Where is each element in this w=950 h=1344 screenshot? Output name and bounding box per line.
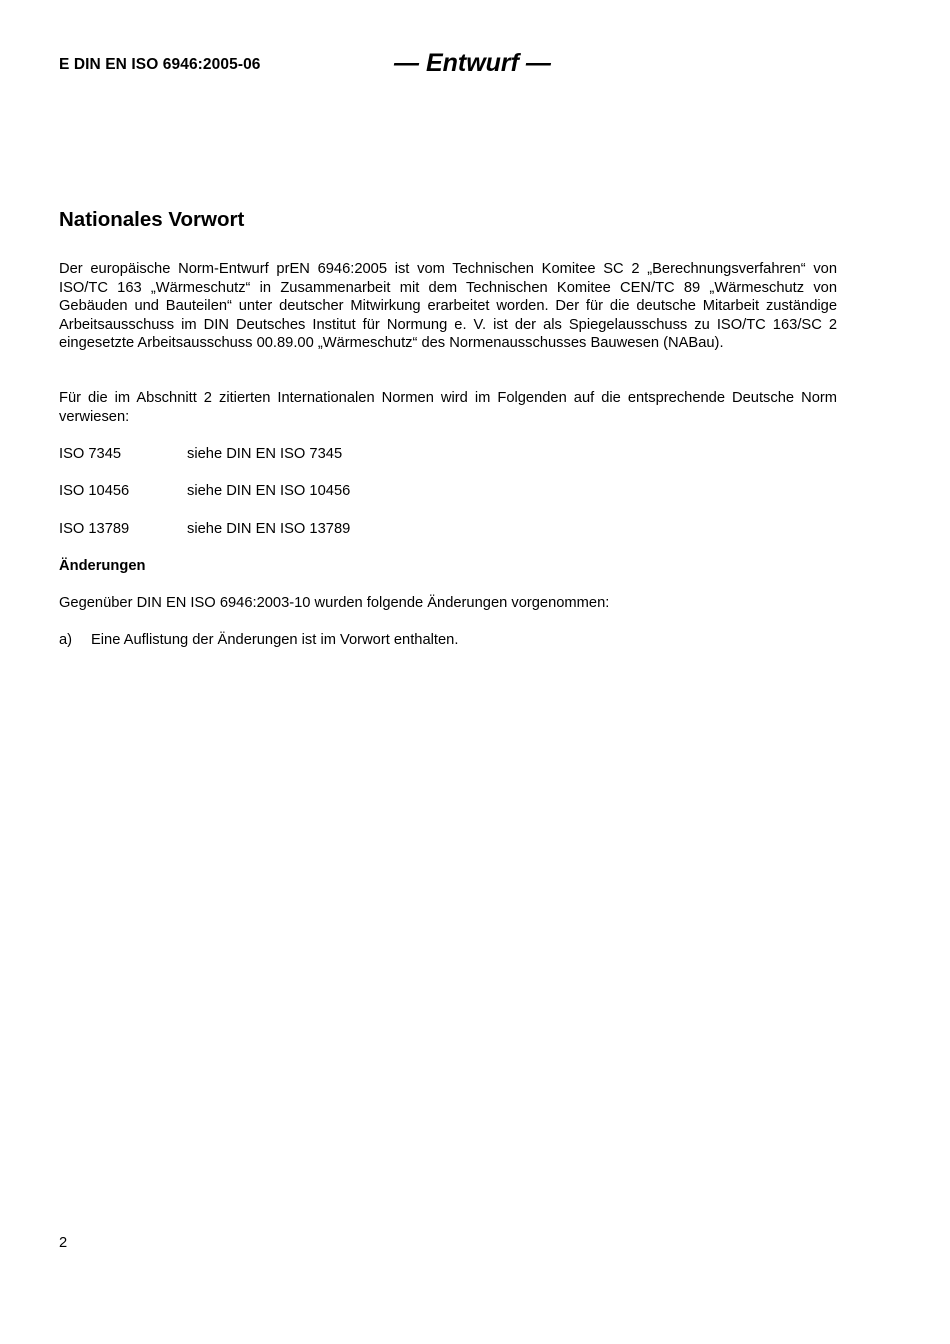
reference-target: siehe DIN EN ISO 10456 <box>187 483 351 499</box>
reference-code: ISO 7345 <box>59 446 122 462</box>
section-title: Nationales Vorwort <box>59 208 245 231</box>
reference-row <box>59 520 350 539</box>
foreword-paragraph: Der europäische Norm-Entwurf prEN 6946:2005 ist vom Technischen Komitee SC 2 „Berechnungsverfahren“ von ISO/TC 163 „Wärmeschutz“ in Zusammenarbeit mit dem Technischen Komitee CEN/TC 89 „Wärmeschutz von Gebäuden und Bauteilen“ unter deutscher Mitwirkung erarbeitet worden. Der für die deutsche Mitarbeit zuständige Arbeitsausschuss im DIN Deutsches Institut für Normung e. V. ist der als Spiegelausschuss zu ISO/TC 163/SC 2 eingesetzte Arbeitsausschuss 00.89.00 „Wärmeschutz“ des Normenausschusses Bauwesen (NABau). <box>59 261 837 351</box>
list-item-text: Eine Auflistung der Änderungen ist im Vorwort enthalten. <box>91 632 459 648</box>
reference-target: siehe DIN EN ISO 7345 <box>187 446 343 462</box>
reference-row <box>59 445 342 464</box>
changes-heading: Änderungen <box>59 558 146 574</box>
reference-intro-paragraph: Für die im Abschnitt 2 zitierten Internationalen Normen wird im Folgenden auf die entsprechende Deutsche Norm verwiesen: <box>59 390 837 425</box>
reference-code: ISO 13789 <box>59 521 130 537</box>
list-marker: a) <box>59 632 73 648</box>
changes-intro: Gegenüber DIN EN ISO 6946:2003-10 wurden folgende Änderungen vorgenommen: <box>59 595 610 611</box>
page-number: 2 <box>59 1235 68 1251</box>
reference-target: siehe DIN EN ISO 13789 <box>187 521 351 537</box>
list-item <box>59 632 458 648</box>
reference-code: ISO 10456 <box>59 483 130 499</box>
draft-mark: — Entwurf — <box>394 49 551 77</box>
document-id: E DIN EN ISO 6946:2005-06 <box>59 56 261 73</box>
reference-row <box>59 482 350 501</box>
